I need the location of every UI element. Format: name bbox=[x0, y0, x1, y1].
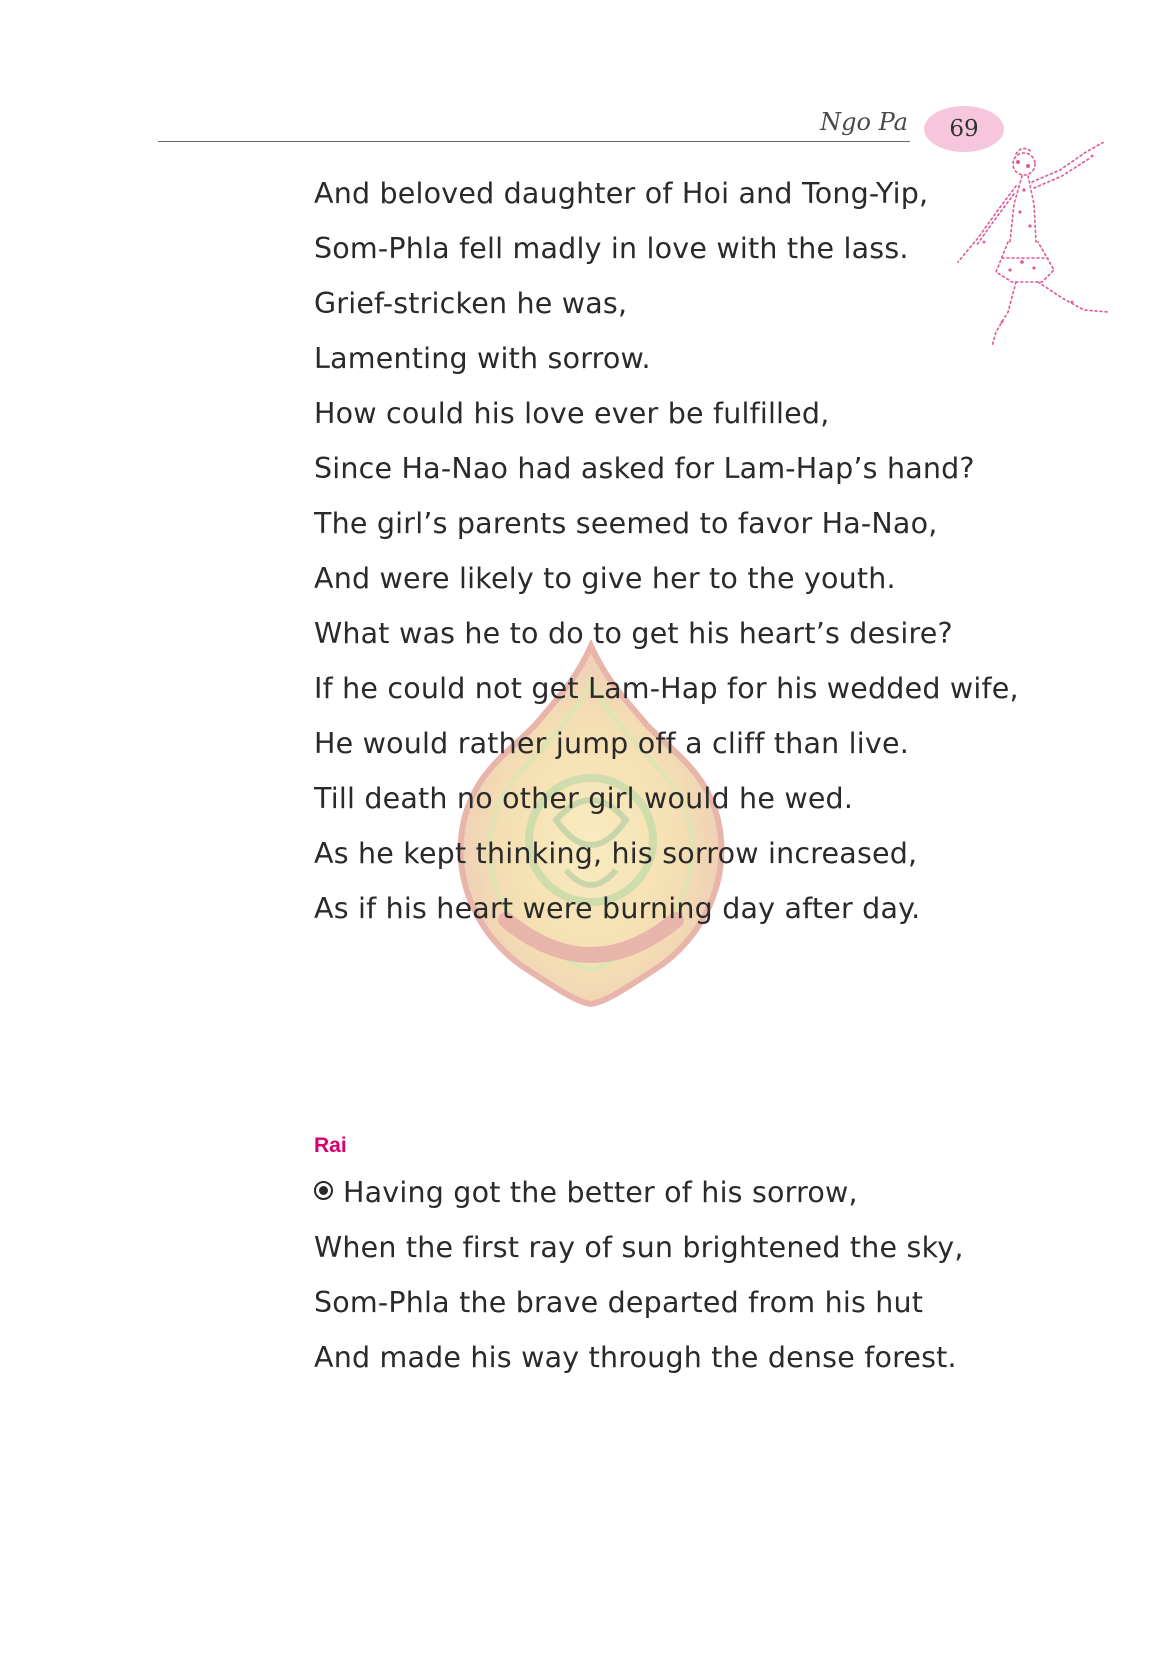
verse-line: Som-Phla the brave departed from his hut bbox=[314, 1286, 924, 1319]
verse-line-first bbox=[314, 1176, 858, 1209]
verse-line: Till death no other girl would he wed. bbox=[314, 782, 854, 815]
verse-line: How could his love ever be fulfilled, bbox=[314, 397, 830, 430]
section-label: Rai bbox=[314, 1134, 347, 1157]
page-number: 69 bbox=[949, 116, 979, 142]
verse-line: And made his way through the dense forest. bbox=[314, 1341, 957, 1374]
verse-line: If he could not get Lam-Hap for his wedded wife, bbox=[314, 672, 1019, 705]
verse-line-text: Having got the better of his sorrow, bbox=[343, 1176, 858, 1209]
verse-line: What was he to do to get his heart’s desire? bbox=[314, 617, 953, 650]
verse-line: As he kept thinking, his sorrow increased, bbox=[314, 837, 918, 870]
bullet-icon bbox=[314, 1181, 333, 1200]
verse-line: Since Ha-Nao had asked for Lam-Hap’s hand? bbox=[314, 452, 975, 485]
header-rule bbox=[158, 141, 910, 142]
dancer-illustration bbox=[952, 142, 1122, 352]
verse-line: And were likely to give her to the youth. bbox=[314, 562, 896, 595]
verse-line: Som-Phla fell madly in love with the lass. bbox=[314, 232, 909, 265]
running-title: Ngo Pa bbox=[820, 108, 908, 136]
verse-line: Grief-stricken he was, bbox=[314, 287, 628, 320]
verse-line: Lamenting with sorrow. bbox=[314, 342, 651, 375]
verse-line: And beloved daughter of Hoi and Tong-Yip, bbox=[314, 177, 929, 210]
verse-line: As if his heart were burning day after day. bbox=[314, 892, 921, 925]
verse-line: He would rather jump off a cliff than live. bbox=[314, 727, 909, 760]
verse-line: The girl’s parents seemed to favor Ha-Nao, bbox=[314, 507, 938, 540]
verse-line: When the first ray of sun brightened the sky, bbox=[314, 1231, 964, 1264]
